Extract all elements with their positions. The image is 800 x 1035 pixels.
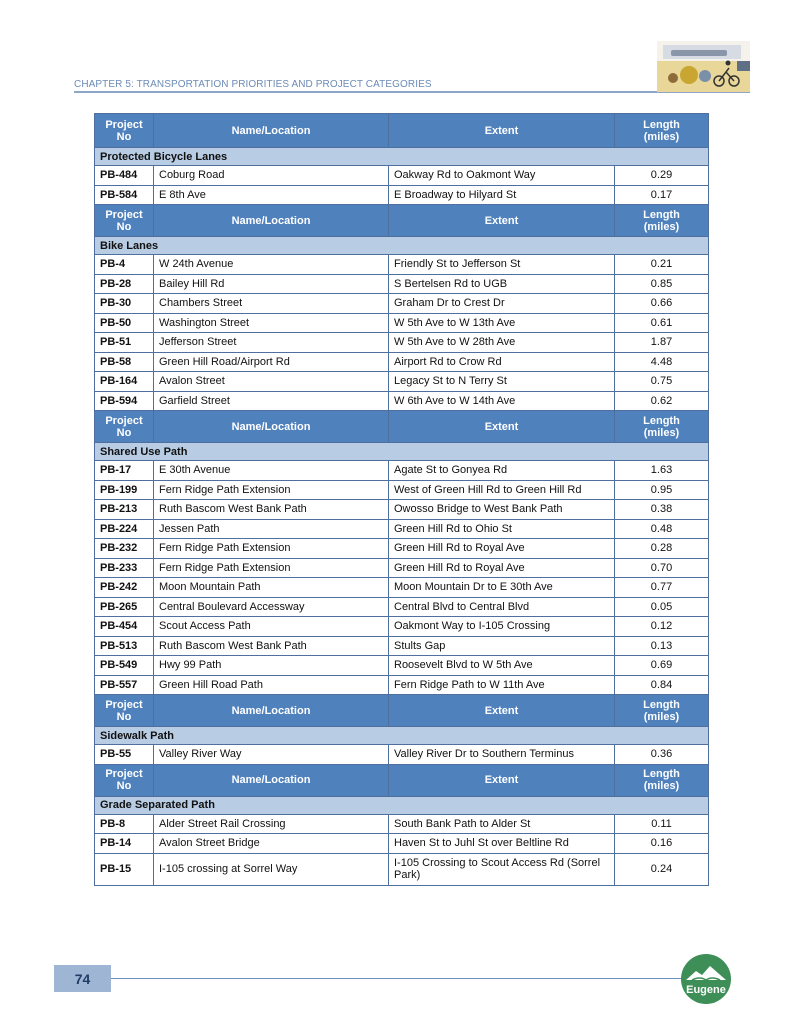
name-location-cell: Garfield Street [154,391,389,411]
length-cell: 0.13 [615,636,709,656]
extent-cell: Stults Gap [389,636,615,656]
category-row [95,148,709,166]
project-no-cell: PB-58 [95,352,154,372]
table-row [95,391,709,411]
project-no-cell: PB-513 [95,636,154,656]
column-header-row [95,114,709,148]
project-no-cell: PB-594 [95,391,154,411]
category-label: Shared Use Path [95,443,709,461]
header-length [615,205,709,237]
category-label: Protected Bicycle Lanes [95,148,709,166]
extent-cell: W 5th Ave to W 13th Ave [389,313,615,333]
header-extent: Extent [389,411,615,443]
header-length [615,114,709,148]
project-no-cell: PB-164 [95,372,154,392]
name-location-cell: Green Hill Road Path [154,675,389,695]
extent-cell: Oakmont Way to I-105 Crossing [389,617,615,637]
footer-rule [111,978,683,979]
category-row [95,796,709,814]
project-no-cell: PB-55 [95,745,154,765]
extent-cell: I-105 Crossing to Scout Access Rd (Sorrel Park) [389,853,615,885]
header-length-line-1: Length [643,414,680,427]
table-row [95,853,709,885]
length-cell: 1.87 [615,333,709,353]
table-row [95,814,709,834]
eugene-logo [680,953,732,1005]
length-cell: 0.05 [615,597,709,617]
name-location-cell: Hwy 99 Path [154,656,389,676]
column-header-row [95,764,709,796]
header-rule [74,91,750,93]
table-row [95,656,709,676]
length-cell: 0.12 [615,617,709,637]
header-project-no-line-2: No [116,710,132,723]
project-no-cell: PB-454 [95,617,154,637]
length-cell: 0.85 [615,274,709,294]
project-no-cell: PB-199 [95,480,154,500]
name-location-cell: Ruth Bascom West Bank Path [154,500,389,520]
name-location-cell: Central Boulevard Accessway [154,597,389,617]
length-cell: 0.29 [615,166,709,186]
table-row [95,274,709,294]
category-label: Sidewalk Path [95,727,709,745]
column-header-row [95,205,709,237]
header-name-location: Name/Location [154,114,389,148]
table-row [95,255,709,275]
length-cell: 1.63 [615,461,709,481]
name-location-cell: Avalon Street [154,372,389,392]
name-location-cell: Washington Street [154,313,389,333]
table-row [95,166,709,186]
header-name-location: Name/Location [154,764,389,796]
header-length-line-1: Length [643,698,680,711]
header-project-no-line-1: Project [105,768,143,780]
extent-cell: Airport Rd to Crow Rd [389,352,615,372]
project-no-cell: PB-484 [95,166,154,186]
projects-table-body [95,114,709,886]
header-length-line-1: Length [643,118,680,131]
header-project-no-line-1: Project [105,414,143,427]
project-no-cell: PB-4 [95,255,154,275]
category-label: Grade Separated Path [95,796,709,814]
extent-cell: Legacy St to N Terry St [389,372,615,392]
table-row [95,636,709,656]
header-project-no-line-1: Project [105,118,143,131]
length-cell: 0.24 [615,853,709,885]
extent-cell: Green Hill Rd to Ohio St [389,519,615,539]
header-length-line-2: (miles) [643,710,680,723]
page-number: 74 [54,965,111,992]
length-cell: 4.48 [615,352,709,372]
name-location-cell: I-105 crossing at Sorrel Way [154,853,389,885]
header-length-line-2: (miles) [643,780,680,792]
name-location-cell: W 24th Avenue [154,255,389,275]
project-no-cell: PB-242 [95,578,154,598]
table-row [95,578,709,598]
length-cell: 0.61 [615,313,709,333]
project-no-cell: PB-28 [95,274,154,294]
table-row [95,185,709,205]
length-cell: 0.84 [615,675,709,695]
header-name-location: Name/Location [154,205,389,237]
extent-cell: Haven St to Juhl St over Beltline Rd [389,834,615,854]
header-project-no [95,114,154,148]
project-no-cell: PB-265 [95,597,154,617]
length-cell: 0.17 [615,185,709,205]
header-project-no-line-2: No [116,780,132,792]
header-length [615,764,709,796]
project-no-cell: PB-213 [95,500,154,520]
table-row [95,745,709,765]
name-location-cell: Coburg Road [154,166,389,186]
header-length-line-2: (miles) [643,220,680,233]
name-location-cell: Jefferson Street [154,333,389,353]
name-location-cell: Green Hill Road/Airport Rd [154,352,389,372]
project-no-cell: PB-30 [95,294,154,314]
extent-cell: E Broadway to Hilyard St [389,185,615,205]
extent-cell: Green Hill Rd to Royal Ave [389,539,615,559]
length-cell: 0.28 [615,539,709,559]
name-location-cell: Fern Ridge Path Extension [154,558,389,578]
chapter-header: CHAPTER 5: TRANSPORTATION PRIORITIES AND PROJECT CATEGORIES [74,79,432,90]
header-project-no [95,205,154,237]
length-cell: 0.16 [615,834,709,854]
logo-text: Eugene [686,984,726,996]
length-cell: 0.70 [615,558,709,578]
category-label: Bike Lanes [95,237,709,255]
header-name-location: Name/Location [154,695,389,727]
table-row [95,675,709,695]
extent-cell: Owosso Bridge to West Bank Path [389,500,615,520]
length-cell: 0.69 [615,656,709,676]
table-row [95,597,709,617]
table-row [95,294,709,314]
extent-cell: Friendly St to Jefferson St [389,255,615,275]
header-project-no [95,411,154,443]
project-no-cell: PB-14 [95,834,154,854]
table-row [95,352,709,372]
length-cell: 0.48 [615,519,709,539]
length-cell: 0.38 [615,500,709,520]
header-length-line-2: (miles) [643,130,680,143]
project-no-cell: PB-232 [95,539,154,559]
project-no-cell: PB-224 [95,519,154,539]
projects-table [94,113,709,886]
extent-cell: W 6th Ave to W 14th Ave [389,391,615,411]
table-row [95,617,709,637]
name-location-cell: Fern Ridge Path Extension [154,539,389,559]
name-location-cell: E 30th Avenue [154,461,389,481]
name-location-cell: Fern Ridge Path Extension [154,480,389,500]
name-location-cell: Alder Street Rail Crossing [154,814,389,834]
length-cell: 0.11 [615,814,709,834]
extent-cell: Roosevelt Blvd to W 5th Ave [389,656,615,676]
name-location-cell: E 8th Ave [154,185,389,205]
extent-cell: Valley River Dr to Southern Terminus [389,745,615,765]
header-project-no [95,695,154,727]
extent-cell: Graham Dr to Crest Dr [389,294,615,314]
header-project-no-line-2: No [116,426,132,439]
table-row [95,539,709,559]
project-no-cell: PB-233 [95,558,154,578]
header-name-location: Name/Location [154,411,389,443]
name-location-cell: Moon Mountain Path [154,578,389,598]
extent-cell: Fern Ridge Path to W 11th Ave [389,675,615,695]
header-length-line-1: Length [643,768,680,780]
header-project-no [95,764,154,796]
length-cell: 0.77 [615,578,709,598]
length-cell: 0.75 [615,372,709,392]
table-row [95,372,709,392]
table-row [95,461,709,481]
header-project-no-line-1: Project [105,698,143,711]
table-row [95,333,709,353]
transportation-collage-image [657,41,750,92]
header-extent: Extent [389,205,615,237]
project-no-cell: PB-557 [95,675,154,695]
extent-cell: Agate St to Gonyea Rd [389,461,615,481]
header-length-line-1: Length [643,208,680,221]
header-extent: Extent [389,114,615,148]
header-project-no-line-1: Project [105,208,143,221]
project-no-cell: PB-17 [95,461,154,481]
name-location-cell: Scout Access Path [154,617,389,637]
project-no-cell: PB-51 [95,333,154,353]
name-location-cell: Avalon Street Bridge [154,834,389,854]
table-row [95,834,709,854]
extent-cell: Central Blvd to Central Blvd [389,597,615,617]
project-no-cell: PB-8 [95,814,154,834]
table-row [95,519,709,539]
category-row [95,237,709,255]
length-cell: 0.95 [615,480,709,500]
project-no-cell: PB-584 [95,185,154,205]
length-cell: 0.62 [615,391,709,411]
name-location-cell: Chambers Street [154,294,389,314]
category-row [95,727,709,745]
column-header-row [95,695,709,727]
extent-cell: S Bertelsen Rd to UGB [389,274,615,294]
extent-cell: Oakway Rd to Oakmont Way [389,166,615,186]
header-length-line-2: (miles) [643,426,680,439]
extent-cell: Moon Mountain Dr to E 30th Ave [389,578,615,598]
table-row [95,500,709,520]
header-project-no-line-2: No [116,220,132,233]
category-row [95,443,709,461]
project-no-cell: PB-50 [95,313,154,333]
project-no-cell: PB-549 [95,656,154,676]
table-row [95,313,709,333]
header-extent: Extent [389,695,615,727]
name-location-cell: Jessen Path [154,519,389,539]
length-cell: 0.21 [615,255,709,275]
name-location-cell: Valley River Way [154,745,389,765]
length-cell: 0.36 [615,745,709,765]
header-length [615,695,709,727]
header-extent: Extent [389,764,615,796]
extent-cell: Green Hill Rd to Royal Ave [389,558,615,578]
extent-cell: West of Green Hill Rd to Green Hill Rd [389,480,615,500]
column-header-row [95,411,709,443]
project-no-cell: PB-15 [95,853,154,885]
table-row [95,480,709,500]
extent-cell: South Bank Path to Alder St [389,814,615,834]
header-length [615,411,709,443]
length-cell: 0.66 [615,294,709,314]
header-project-no-line-2: No [116,130,132,143]
name-location-cell: Bailey Hill Rd [154,274,389,294]
extent-cell: W 5th Ave to W 28th Ave [389,333,615,353]
table-row [95,558,709,578]
name-location-cell: Ruth Bascom West Bank Path [154,636,389,656]
